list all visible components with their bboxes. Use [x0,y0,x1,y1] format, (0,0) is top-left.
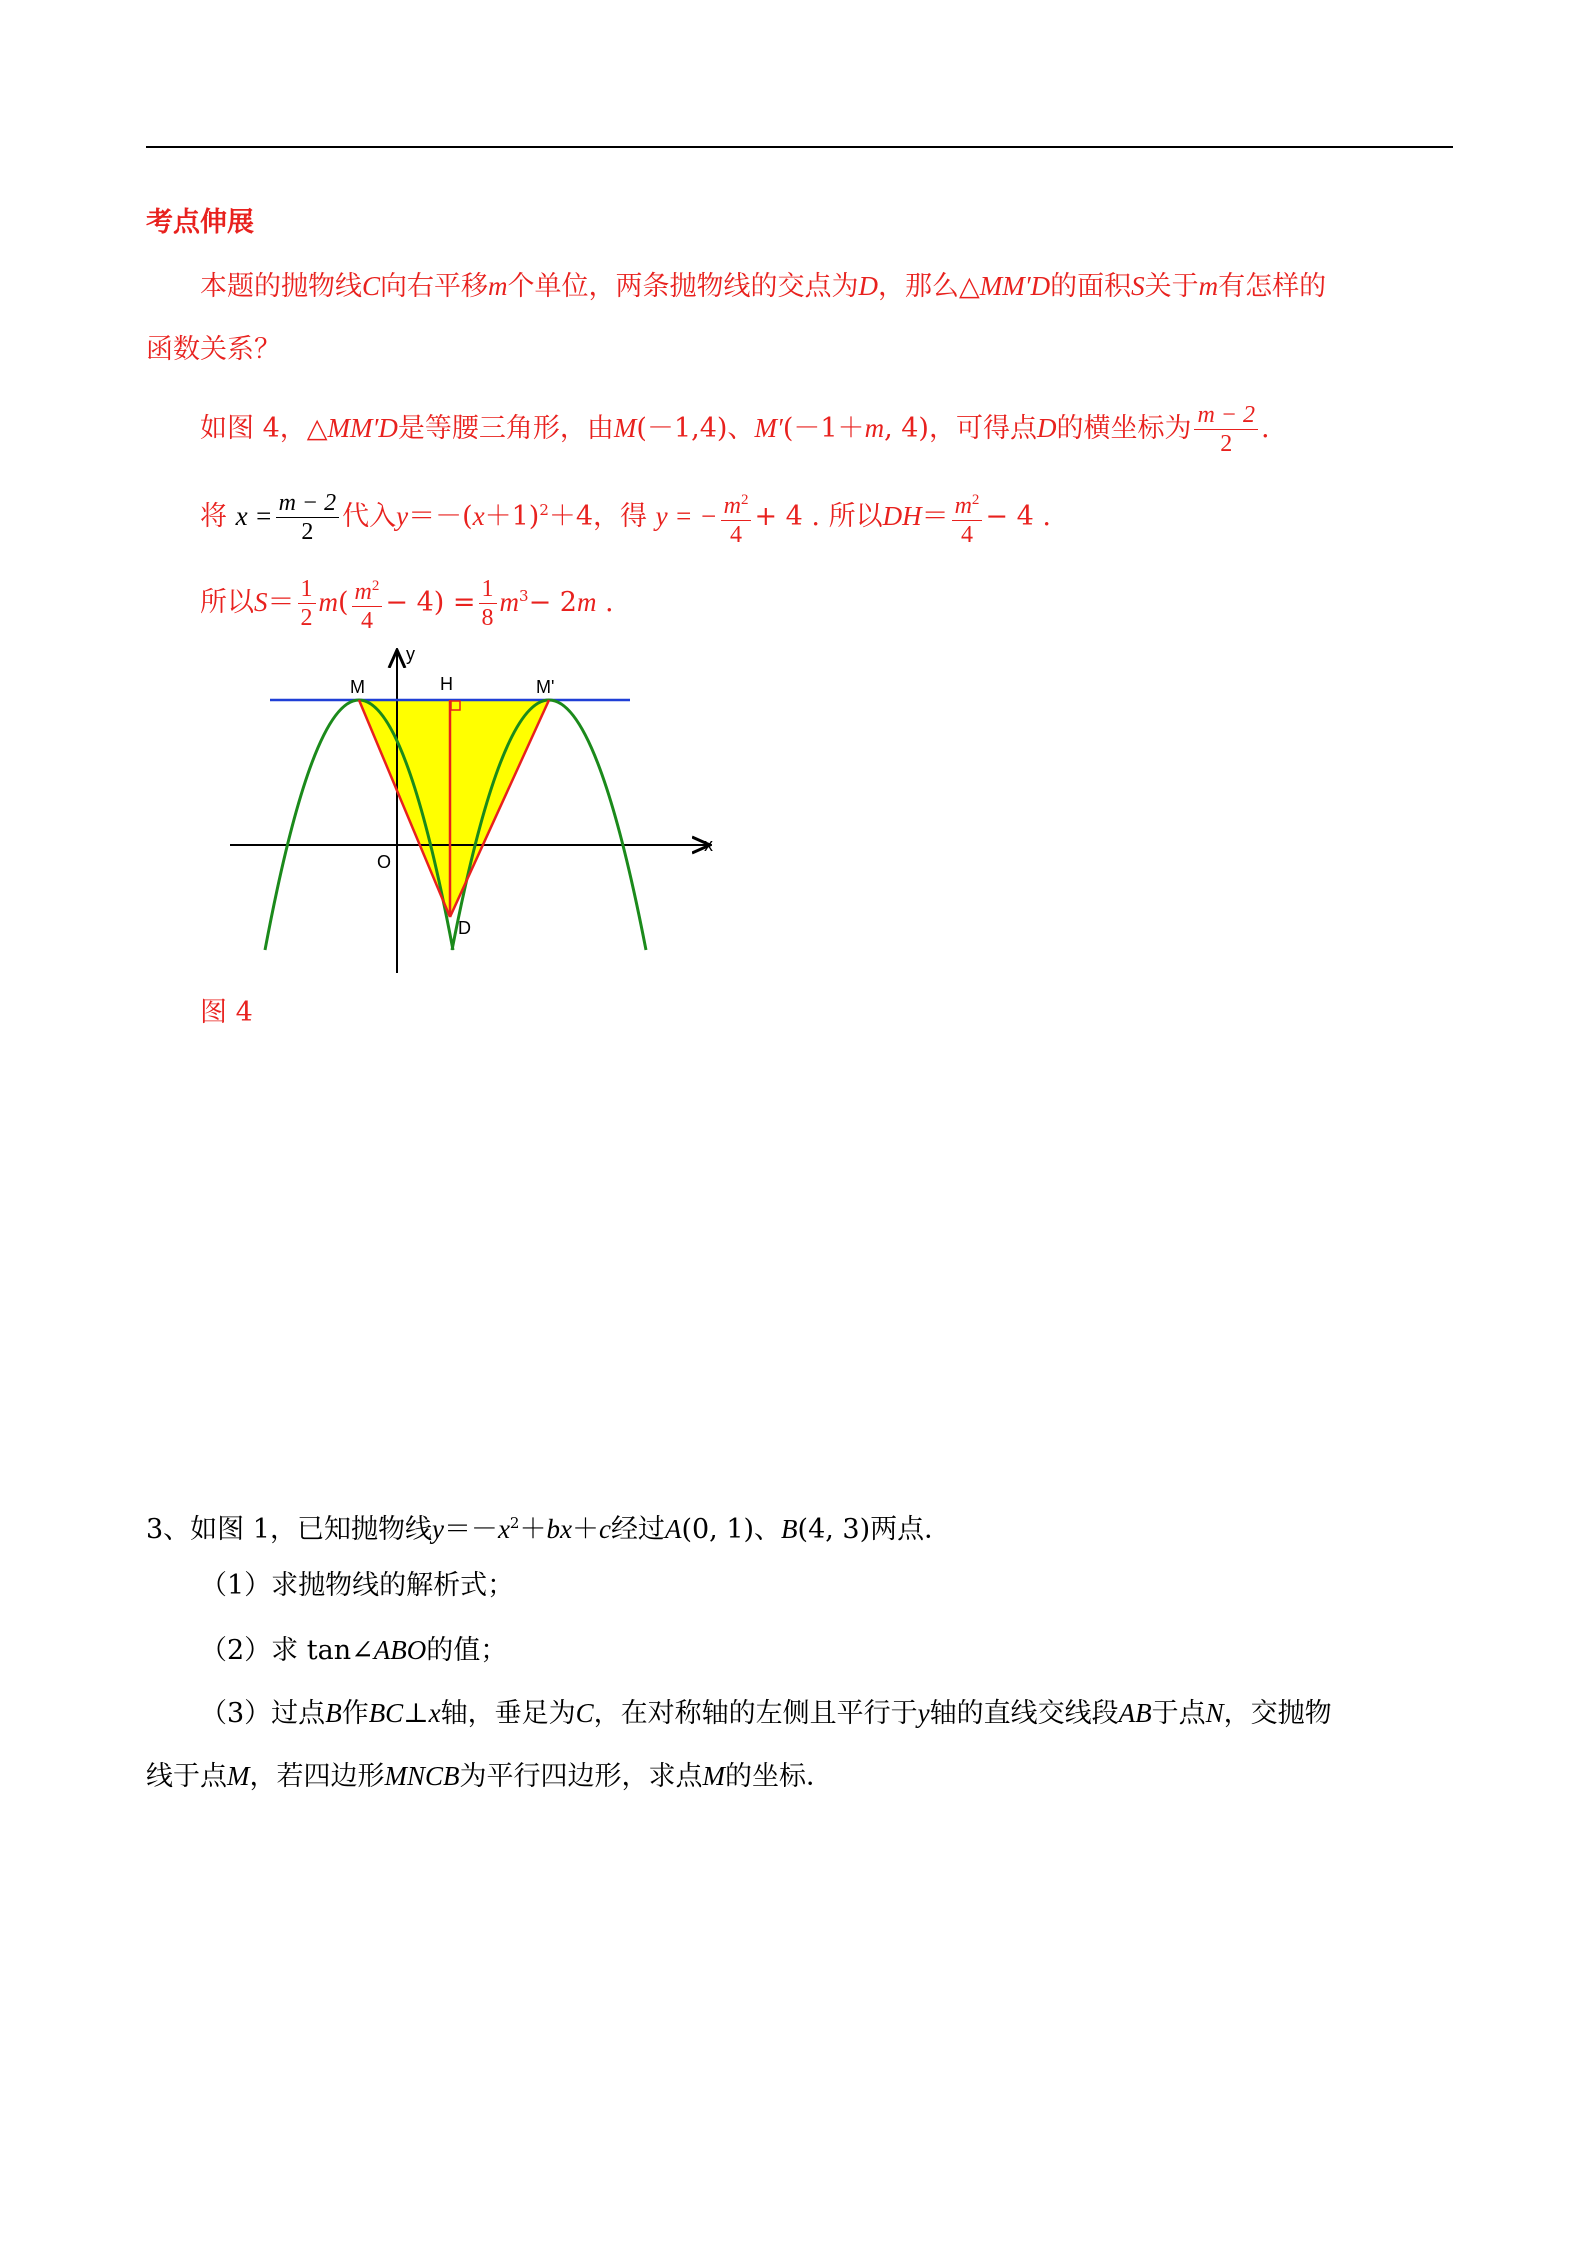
text: 4 [961,522,973,548]
text: ＝ [921,501,949,532]
triangle-fill [359,700,549,917]
text: MM′D [327,413,398,443]
text: ABO [373,1635,427,1665]
text: 2 [300,605,313,631]
text: 向右平移 [380,271,489,302]
problem-statement [146,1503,951,1550]
solution-line-1 [200,398,1270,459]
text: (4, 3)两点． [797,1514,952,1545]
text: B [781,1514,798,1544]
text: 经过 [610,1514,665,1545]
text: 个单位，两条抛物线的交点为 [507,271,859,302]
text: ，那么△ [878,271,980,302]
text: x [428,1698,441,1728]
text: MNCB [384,1761,460,1791]
text: B [325,1698,342,1728]
text: , 4)，可得点 [884,413,1037,444]
text: D [858,271,879,301]
text: x [497,1514,510,1544]
text: A [664,1514,682,1544]
text: 2 [1220,431,1233,457]
text: m − 2 [276,489,340,518]
figure-caption: 图 4 [200,997,253,1028]
text: ＋1) [484,501,540,532]
text: 4 [730,522,743,548]
text: 轴的直线交线段 [929,1698,1119,1729]
text: 的面积 [1050,271,1132,302]
label-H: H [440,674,453,694]
question-line-2: 函数关系？ [146,334,281,365]
text: 2 [301,519,314,545]
text: C [362,271,381,301]
text: DH [882,501,922,531]
solution-line-2 [200,480,1051,549]
text: m − 2 [1194,401,1258,430]
text: 1 [298,575,316,604]
question-line-1 [200,266,1326,307]
text: m [723,493,741,519]
text: + 4 . 所以 [754,501,883,532]
text: 本题的抛物线 [200,271,362,302]
text: 线于点 [146,1761,227,1792]
text: 为平行四边形，求点 [459,1761,703,1792]
text: 于点 [1151,1698,1206,1729]
text: 作 [341,1698,369,1729]
subquestion-3-line-1 [200,1693,1332,1734]
text: 将 [200,501,227,532]
fraction [1194,401,1258,458]
text: m [954,493,972,519]
text: (0, 1)、 [681,1514,782,1545]
text: . [596,587,614,618]
text: y [431,1514,444,1544]
text: C [575,1698,594,1728]
fraction [721,486,752,549]
text: 如图 4，△ [200,413,328,444]
text: S [254,587,268,617]
text: M [702,1761,726,1791]
header-rule [146,146,1453,148]
text: m [354,579,372,605]
text: m [1198,271,1219,301]
text: y [917,1698,930,1728]
text: m [576,587,597,617]
fraction [479,575,497,632]
text: 3 [519,587,529,605]
figure-4-graph [220,638,730,990]
fraction [276,489,340,546]
subquestion-1: （1）求抛物线的解析式； [200,1570,515,1601]
text: 3、如图 1，已知抛物线 [146,1514,432,1545]
text: y [396,501,409,531]
text: ，在对称轴的左侧且平行于 [593,1698,918,1729]
text: 的坐标． [725,1761,834,1792]
text: BC [368,1698,404,1728]
text: y = − [655,501,718,531]
subquestion-3-line-2 [146,1756,833,1797]
text: . [1260,413,1270,444]
fraction [352,572,383,635]
text: x = [235,501,273,531]
text: 1 [479,575,497,604]
section-heading: 考点伸展 [146,207,254,238]
fraction [952,486,983,549]
label-x: x [704,835,713,855]
text: 2 [509,1514,520,1532]
text: 的横坐标为 [1056,413,1192,444]
text: ＝ [267,587,295,618]
text: MM′D [979,271,1051,301]
text: 轴，垂足为 [440,1698,576,1729]
text: N [1205,1698,1224,1728]
label-O: O [377,852,392,872]
text: − 2 [528,587,577,618]
text: − 4 . [985,501,1051,532]
text: − 4) = [385,587,476,618]
text: m [318,587,338,617]
text: 关于 [1144,271,1199,302]
label-D: D [458,918,471,938]
text: M [613,413,637,443]
text: 的值； [426,1635,508,1666]
text: AB [1118,1698,1152,1728]
text: bx [546,1514,572,1544]
text: 所以 [200,587,254,618]
text: c [598,1514,611,1544]
text: 2 [740,492,749,508]
text: M [227,1761,250,1791]
text: 2 [371,578,380,594]
text: ，若四边形 [249,1761,385,1792]
text: ( [338,587,349,618]
text: x [472,501,485,531]
label-M-prime: M' [536,677,555,697]
text: D [1036,413,1057,443]
text: ＝－( [408,501,473,532]
text: 代入 [342,501,397,532]
text: m [864,413,885,443]
text: m [488,271,508,301]
solution-line-3 [200,566,614,635]
text: ＋ [571,1514,599,1545]
subquestion-2 [200,1630,507,1671]
text: 是等腰三角形，由 [397,413,614,444]
text: (－1＋ [782,413,865,444]
text: 2 [971,492,980,508]
text: m [499,587,520,617]
text: S [1131,271,1145,301]
text: 4 [360,608,373,634]
label-M: M [350,677,365,697]
text: （3）过点 [200,1698,326,1729]
fraction [298,575,316,632]
text: 2 [539,501,549,519]
text: ＝－ [443,1514,498,1545]
text: M′ [754,413,783,443]
text: (－1,4)、 [636,413,755,444]
text: ⊥ [403,1698,429,1729]
text: 8 [481,605,494,631]
text: 有怎样的 [1218,271,1327,302]
text: （2）求 tan∠ [200,1635,374,1666]
text: ＋4，得 [548,501,648,532]
text: ＋ [519,1514,547,1545]
text: ，交抛物 [1223,1698,1332,1729]
label-y: y [406,644,415,664]
